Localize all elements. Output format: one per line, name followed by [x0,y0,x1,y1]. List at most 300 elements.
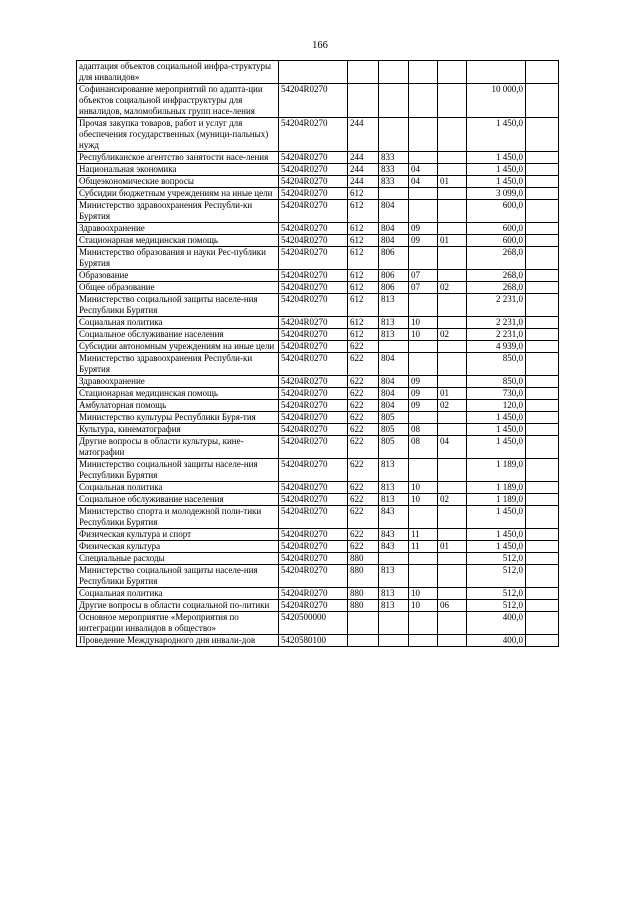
cell-empty [526,376,559,388]
table-row [77,553,559,565]
cell-item-name: Министерство социальной защиты населе-ния Республики Бурятия [77,294,279,317]
cell-item-name: Социальная политика [77,482,279,494]
cell-target-article [279,61,348,84]
cell-section: 11 [409,541,438,553]
cell-subsection [438,200,467,223]
cell-target-article: 54204R0270 [279,412,348,424]
cell-item-name: Амбулаторная помощь [77,400,279,412]
table-row [77,188,559,200]
cell-ministry-code: 805 [379,412,409,424]
cell-target-article: 54204R0270 [279,118,348,152]
cell-subsection: 01 [438,541,467,553]
cell-amount: 1 189,0 [467,459,526,482]
cell-empty [526,482,559,494]
table-row [77,600,559,612]
cell-subsection [438,223,467,235]
cell-ministry-code [379,341,409,353]
cell-subsection [438,188,467,200]
cell-expense-type: 612 [348,247,379,270]
cell-ministry-code: 813 [379,494,409,506]
cell-amount: 1 450,0 [467,176,526,188]
cell-ministry-code [379,61,409,84]
cell-ministry-code: 813 [379,565,409,588]
table-row [77,506,559,529]
cell-section: 10 [409,588,438,600]
cell-amount: 400,0 [467,612,526,635]
cell-expense-type: 244 [348,164,379,176]
cell-ministry-code: 804 [379,388,409,400]
cell-target-article: 54204R0270 [279,188,348,200]
cell-section [409,635,438,647]
table-row [77,635,559,647]
cell-target-article: 54204R0270 [279,84,348,118]
cell-subsection [438,635,467,647]
cell-section [409,353,438,376]
table-row [77,84,559,118]
cell-ministry-code: 805 [379,436,409,459]
cell-section: 04 [409,176,438,188]
cell-section: 08 [409,424,438,436]
cell-amount: 1 450,0 [467,506,526,529]
table-row [77,541,559,553]
cell-item-name: Прочая закупка товаров, работ и услуг для обеспечения государственных (муници-пальных) нужд [77,118,279,152]
cell-empty [526,317,559,329]
cell-target-article: 54204R0270 [279,235,348,247]
cell-subsection: 01 [438,388,467,400]
cell-expense-type: 622 [348,482,379,494]
table-row [77,424,559,436]
cell-empty [526,565,559,588]
cell-section [409,84,438,118]
cell-empty [526,223,559,235]
cell-empty [526,506,559,529]
cell-expense-type: 244 [348,176,379,188]
cell-subsection: 04 [438,436,467,459]
cell-amount: 1 450,0 [467,529,526,541]
cell-target-article: 54204R0270 [279,529,348,541]
table-row [77,200,559,223]
cell-item-name: Специальные расходы [77,553,279,565]
cell-amount: 512,0 [467,565,526,588]
table-row [77,247,559,270]
cell-subsection [438,459,467,482]
cell-subsection: 02 [438,400,467,412]
cell-section [409,188,438,200]
cell-expense-type: 612 [348,188,379,200]
cell-empty [526,459,559,482]
table-row [77,376,559,388]
cell-amount: 850,0 [467,376,526,388]
cell-expense-type: 622 [348,506,379,529]
cell-expense-type: 622 [348,353,379,376]
cell-ministry-code: 804 [379,353,409,376]
cell-subsection [438,506,467,529]
cell-subsection: 02 [438,282,467,294]
cell-expense-type [348,84,379,118]
cell-item-name: Социальное обслуживание населения [77,494,279,506]
cell-amount: 512,0 [467,600,526,612]
cell-amount: 1 450,0 [467,541,526,553]
cell-amount: 1 450,0 [467,412,526,424]
cell-ministry-code: 843 [379,541,409,553]
cell-amount: 600,0 [467,223,526,235]
cell-empty [526,353,559,376]
cell-section: 07 [409,282,438,294]
cell-section [409,412,438,424]
table-row [77,482,559,494]
cell-section [409,565,438,588]
cell-expense-type: 244 [348,152,379,164]
cell-empty [526,541,559,553]
cell-target-article: 54204R0270 [279,270,348,282]
cell-empty [526,341,559,353]
cell-empty [526,612,559,635]
cell-expense-type: 622 [348,341,379,353]
cell-item-name: Физическая культура [77,541,279,553]
cell-target-article: 54204R0270 [279,223,348,235]
cell-item-name: Культура, кинематография [77,424,279,436]
cell-subsection [438,529,467,541]
cell-empty [526,600,559,612]
cell-subsection [438,588,467,600]
cell-ministry-code: 804 [379,235,409,247]
cell-expense-type: 612 [348,294,379,317]
cell-target-article: 54204R0270 [279,541,348,553]
cell-section [409,247,438,270]
cell-subsection [438,317,467,329]
cell-target-article: 54204R0270 [279,200,348,223]
cell-item-name: Софинансирование мероприятий по адапта-ции объектов социальной инфраструктуры для инвалидов, маломобильных групп насе-ления [77,84,279,118]
cell-expense-type: 622 [348,376,379,388]
cell-ministry-code: 833 [379,176,409,188]
cell-item-name: Республиканское агентство занятости насе-ления [77,152,279,164]
cell-empty [526,61,559,84]
cell-ministry-code [379,118,409,152]
cell-amount: 10 000,0 [467,84,526,118]
cell-target-article: 54204R0270 [279,494,348,506]
cell-amount: 400,0 [467,635,526,647]
cell-empty [526,200,559,223]
cell-amount: 268,0 [467,282,526,294]
cell-empty [526,294,559,317]
cell-target-article: 54204R0270 [279,247,348,270]
table-row [77,61,559,84]
cell-empty [526,164,559,176]
cell-target-article: 54204R0270 [279,353,348,376]
cell-section: 08 [409,436,438,459]
cell-amount: 268,0 [467,247,526,270]
cell-section: 09 [409,388,438,400]
cell-empty [526,400,559,412]
table-row [77,235,559,247]
cell-item-name: Министерство здравоохранения Республи-ки Бурятия [77,353,279,376]
table-row [77,223,559,235]
cell-section [409,459,438,482]
cell-ministry-code: 843 [379,529,409,541]
cell-subsection [438,553,467,565]
cell-subsection [438,84,467,118]
table-row [77,118,559,152]
cell-expense-type: 622 [348,412,379,424]
cell-section: 10 [409,600,438,612]
cell-ministry-code [379,553,409,565]
cell-ministry-code: 813 [379,600,409,612]
table-row [77,164,559,176]
cell-empty [526,388,559,400]
cell-empty [526,436,559,459]
cell-empty [526,329,559,341]
cell-item-name: Основное мероприятие «Мероприятия по интеграции инвалидов в общество» [77,612,279,635]
cell-section: 04 [409,164,438,176]
cell-expense-type: 622 [348,529,379,541]
cell-subsection [438,565,467,588]
cell-ministry-code: 833 [379,164,409,176]
cell-item-name: Национальная экономика [77,164,279,176]
cell-target-article: 54204R0270 [279,482,348,494]
cell-amount: 850,0 [467,353,526,376]
cell-expense-type [348,635,379,647]
cell-section: 09 [409,235,438,247]
cell-section [409,200,438,223]
cell-expense-type: 880 [348,588,379,600]
cell-expense-type: 612 [348,200,379,223]
cell-subsection [438,376,467,388]
cell-target-article: 54204R0270 [279,400,348,412]
cell-section: 10 [409,317,438,329]
cell-expense-type: 612 [348,317,379,329]
table-row [77,270,559,282]
cell-empty [526,494,559,506]
cell-expense-type: 622 [348,388,379,400]
cell-target-article: 54204R0270 [279,459,348,482]
table-row [77,341,559,353]
cell-amount [467,61,526,84]
cell-item-name: Социальная политика [77,317,279,329]
cell-empty [526,529,559,541]
cell-section [409,152,438,164]
cell-ministry-code: 804 [379,223,409,235]
cell-expense-type: 622 [348,459,379,482]
cell-ministry-code: 813 [379,459,409,482]
cell-ministry-code: 813 [379,329,409,341]
cell-expense-type: 612 [348,235,379,247]
cell-empty [526,588,559,600]
cell-expense-type: 612 [348,329,379,341]
cell-amount: 1 450,0 [467,424,526,436]
cell-ministry-code [379,188,409,200]
cell-ministry-code [379,84,409,118]
cell-ministry-code: 804 [379,400,409,412]
cell-item-name: Стационарная медицинская помощь [77,388,279,400]
cell-section: 10 [409,482,438,494]
cell-item-name: Стационарная медицинская помощь [77,235,279,247]
cell-empty [526,235,559,247]
cell-subsection [438,353,467,376]
cell-empty [526,176,559,188]
cell-empty [526,152,559,164]
cell-item-name: Субсидии бюджетным учреждениям на иные цели [77,188,279,200]
cell-amount: 2 231,0 [467,329,526,341]
table-row [77,329,559,341]
cell-expense-type [348,61,379,84]
cell-ministry-code: 813 [379,317,409,329]
cell-subsection [438,341,467,353]
cell-ministry-code: 806 [379,270,409,282]
cell-target-article: 54204R0270 [279,388,348,400]
cell-amount: 600,0 [467,200,526,223]
cell-amount: 512,0 [467,588,526,600]
cell-section [409,341,438,353]
cell-empty [526,282,559,294]
cell-subsection [438,118,467,152]
table-row [77,412,559,424]
cell-empty [526,270,559,282]
cell-subsection: 02 [438,329,467,341]
cell-ministry-code: 804 [379,376,409,388]
cell-ministry-code: 805 [379,424,409,436]
cell-amount: 1 189,0 [467,494,526,506]
cell-amount: 600,0 [467,235,526,247]
cell-expense-type: 622 [348,541,379,553]
cell-empty [526,247,559,270]
cell-amount: 4 939,0 [467,341,526,353]
cell-amount: 268,0 [467,270,526,282]
cell-target-article: 54204R0270 [279,282,348,294]
cell-target-article: 54204R0270 [279,329,348,341]
cell-empty [526,412,559,424]
cell-section [409,294,438,317]
cell-item-name: адаптация объектов социальной инфра-структуры для инвалидов» [77,61,279,84]
table-row [77,152,559,164]
cell-ministry-code [379,612,409,635]
table-row [77,612,559,635]
cell-item-name: Министерство социальной защиты населе-ния Республики Бурятия [77,459,279,482]
cell-expense-type: 622 [348,494,379,506]
cell-target-article: 54204R0270 [279,294,348,317]
budget-table [76,60,559,647]
page-number: 166 [312,40,328,51]
cell-expense-type: 244 [348,118,379,152]
cell-item-name: Министерство социальной защиты населе-ния Республики Бурятия [77,565,279,588]
cell-target-article: 54204R0270 [279,436,348,459]
cell-subsection [438,61,467,84]
cell-expense-type: 622 [348,436,379,459]
cell-target-article: 5420580100 [279,635,348,647]
cell-target-article: 54204R0270 [279,565,348,588]
cell-ministry-code: 843 [379,506,409,529]
table-row [77,436,559,459]
cell-subsection [438,482,467,494]
cell-subsection: 06 [438,600,467,612]
table-row [77,317,559,329]
cell-expense-type [348,612,379,635]
cell-amount: 1 450,0 [467,164,526,176]
cell-item-name: Физическая культура и спорт [77,529,279,541]
cell-item-name: Здравоохранение [77,376,279,388]
table-row [77,294,559,317]
cell-target-article: 54204R0270 [279,600,348,612]
cell-section [409,612,438,635]
cell-ministry-code: 813 [379,588,409,600]
table-body [77,61,559,647]
cell-amount: 2 231,0 [467,294,526,317]
cell-expense-type: 612 [348,223,379,235]
cell-item-name: Другие вопросы в области культуры, кине-матографии [77,436,279,459]
cell-item-name: Социальное обслуживание населения [77,329,279,341]
cell-subsection: 01 [438,176,467,188]
cell-section: 09 [409,223,438,235]
cell-amount: 730,0 [467,388,526,400]
table-row [77,176,559,188]
cell-expense-type: 612 [348,270,379,282]
cell-subsection [438,164,467,176]
cell-empty [526,424,559,436]
cell-item-name: Другие вопросы в области социальной по-литики [77,600,279,612]
table-row [77,388,559,400]
cell-section: 10 [409,329,438,341]
cell-item-name: Министерство спорта и молодежной поли-тики Республики Бурятия [77,506,279,529]
cell-subsection: 01 [438,235,467,247]
cell-amount: 1 450,0 [467,152,526,164]
cell-section: 09 [409,376,438,388]
cell-amount: 1 450,0 [467,118,526,152]
cell-item-name: Субсидии автономным учреждениям на иные цели [77,341,279,353]
cell-empty [526,188,559,200]
cell-subsection: 02 [438,494,467,506]
cell-target-article: 54204R0270 [279,317,348,329]
cell-amount: 3 099,0 [467,188,526,200]
cell-target-article: 54204R0270 [279,152,348,164]
cell-expense-type: 880 [348,553,379,565]
cell-item-name: Министерство здравоохранения Республи-ки Бурятия [77,200,279,223]
cell-item-name: Общее образование [77,282,279,294]
cell-subsection [438,152,467,164]
cell-subsection [438,424,467,436]
cell-expense-type: 622 [348,400,379,412]
cell-ministry-code: 806 [379,282,409,294]
cell-section [409,61,438,84]
cell-subsection [438,294,467,317]
cell-section: 07 [409,270,438,282]
cell-item-name: Министерство образования и науки Рес-публики Бурятия [77,247,279,270]
table-row [77,400,559,412]
table-row [77,494,559,506]
cell-amount: 120,0 [467,400,526,412]
cell-target-article: 54204R0270 [279,164,348,176]
table-row [77,353,559,376]
cell-subsection [438,612,467,635]
cell-empty [526,118,559,152]
table-row [77,529,559,541]
cell-target-article: 54204R0270 [279,506,348,529]
table-row [77,459,559,482]
cell-subsection [438,247,467,270]
table-row [77,588,559,600]
cell-expense-type: 612 [348,282,379,294]
table-row [77,565,559,588]
cell-ministry-code: 833 [379,152,409,164]
cell-empty [526,84,559,118]
cell-expense-type: 880 [348,600,379,612]
cell-expense-type: 622 [348,424,379,436]
cell-item-name: Социальная политика [77,588,279,600]
cell-target-article: 54204R0270 [279,553,348,565]
cell-section [409,506,438,529]
cell-item-name: Министерство культуры Республики Буря-тия [77,412,279,424]
cell-section: 09 [409,400,438,412]
cell-ministry-code [379,635,409,647]
cell-amount: 1 189,0 [467,482,526,494]
